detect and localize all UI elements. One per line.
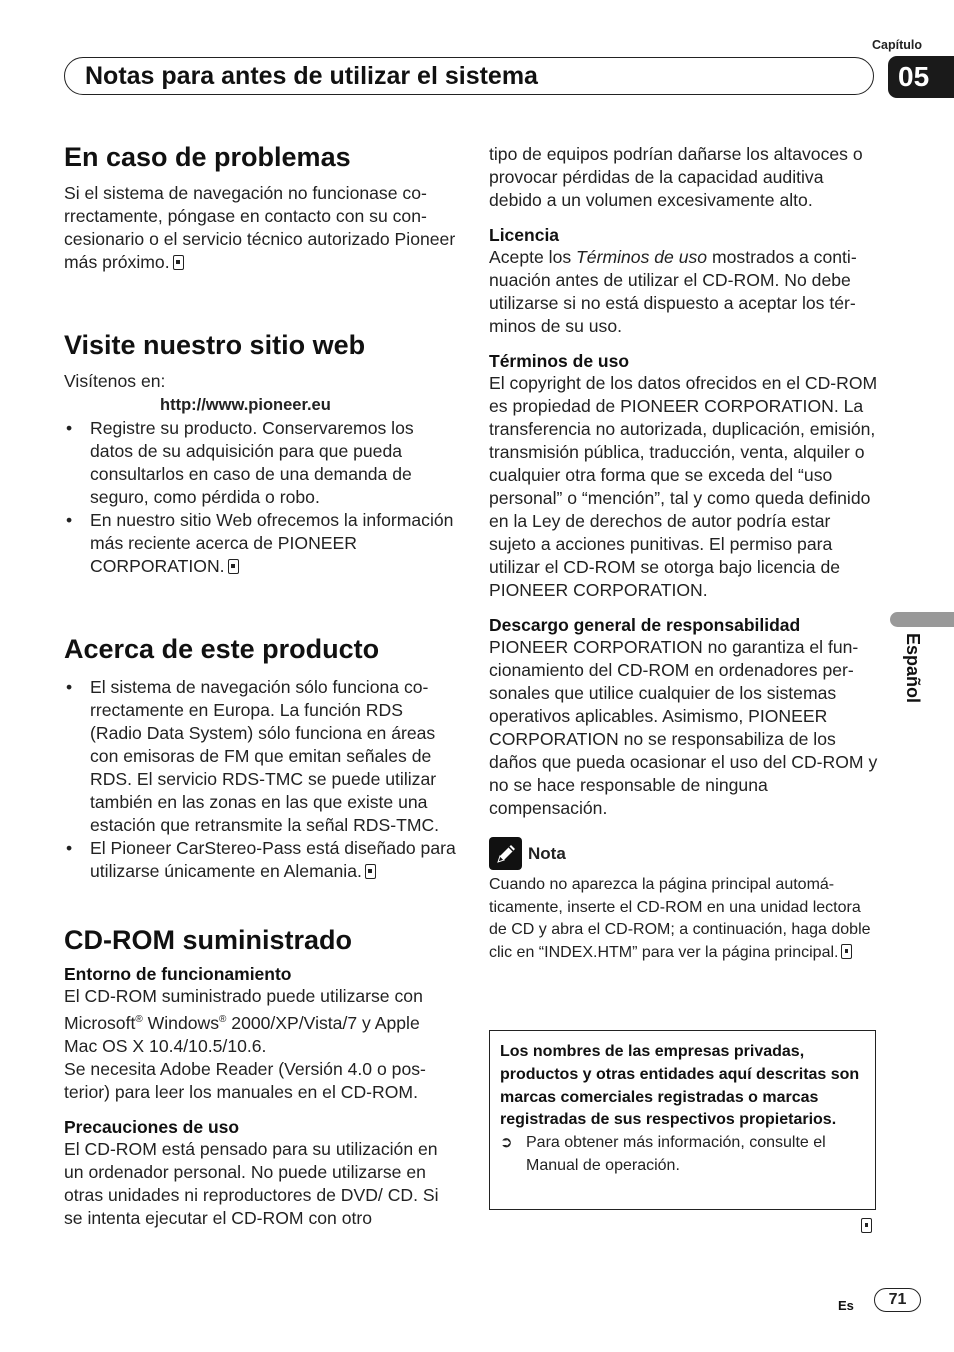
paragraph-web-intro: Visítenos en: <box>64 371 166 391</box>
producto-bullet-list <box>64 676 456 883</box>
paragraph-terminos: El copyright de los datos ofrecidos en el CD-ROM es propiedad de PIONEER CORPORATION. La transferencia no autorizada, duplicación, emisión, transmisión pública, traducción, venta, alquiler o cualquier otra forma que se exceda del “uso personal” o “mención”, tal y como queda definido en la Ley de derechos de autor podría estar sujeto a acciones punitivas. El permiso para utilizar el CD-ROM se otorga bajo licencia de PIONEER CORPORATION. <box>489 373 878 600</box>
heading-problemas: En caso de problemas <box>64 142 351 172</box>
subheading-entorno: Entorno de funcionamiento <box>64 964 292 984</box>
subheading-precauciones: Precauciones de uso <box>64 1116 240 1137</box>
list-item: • Registre su producto. Conservaremos los datos de su adquisición para que pueda consultarlos en caso de una demanda de seguro, como pérdida o robo. <box>66 418 414 507</box>
end-mark-container <box>858 1218 872 1236</box>
end-mark-icon <box>365 864 376 879</box>
side-language-tab <box>897 633 929 723</box>
paragraph-entorno-1: El CD-ROM suministrado puede utilizarse con Microsoft® Windows® 2000/XP/Vista/7 y Apple Mac OS X 10.4/10.5/10.6. <box>64 986 423 1056</box>
list-item: ➲ Para obtener más información, consulte el Manual de operación. <box>500 1134 826 1174</box>
paragraph-precauciones: El CD-ROM está pensado para su utilización en un ordenador personal. No puede utilizarse en otras unidades ni reproductores de DVD/ CD. Si se intenta ejecutar el CD-ROM con otro <box>64 1138 439 1228</box>
list-item: • En nuestro sitio Web ofrecemos la información más reciente acerca de PIONEER CORPORATION. <box>66 510 454 576</box>
left-column <box>64 140 456 1230</box>
paragraph-precauciones-cont: tipo de equipos podrían dañarse los altavoces o provocar pérdidas de la capacidad auditiva debido a un volumen excesivamente alto. <box>489 144 863 210</box>
end-mark-icon <box>173 255 184 270</box>
subheading-licencia: Licencia <box>489 225 560 245</box>
page-title: Notas para antes de utilizar el sistema <box>85 62 538 90</box>
list-item: • El Pioneer CarStereo-Pass está diseñado para utilizarse únicamente en Alemania. <box>66 838 456 881</box>
footer-language: Es <box>838 1298 854 1313</box>
end-mark-icon <box>861 1218 872 1233</box>
web-bullet-list <box>64 417 456 578</box>
header-bar <box>64 57 874 95</box>
paragraph-problemas: Si el sistema de navegación no funcionase correctamente, póngase en contacto con su concesionario o el servicio técnico autorizado Pioneer más próximo. <box>64 183 456 272</box>
page-number: 71 <box>874 1288 921 1312</box>
subheading-descargo: Descargo general de responsabilidad <box>489 615 801 635</box>
trademark-text: Los nombres de las empresas privadas, productos y otras entidades aquí descritas son marcas comerciales registradas o marcas registradas de sus respectivos propietarios. <box>500 1043 860 1129</box>
side-tab-marker <box>890 612 954 627</box>
right-column <box>489 143 879 964</box>
note-label: Nota <box>528 843 566 863</box>
end-mark-icon <box>228 559 239 574</box>
arrow-right-icon: ➲ <box>500 1134 513 1152</box>
note-header <box>489 836 879 870</box>
paragraph-entorno-2: Se necesita Adobe Reader (Versión 4.0 o posterior) para leer los manuales en el CD-ROM. <box>64 1058 426 1102</box>
subheading-terminos: Términos de uso <box>489 351 630 371</box>
paragraph-descargo: PIONEER CORPORATION no garantiza el funcionamiento del CD-ROM en ordenadores personales que utilice cualquier de los sistemas operativos aplicables. Asimismo, PIONEER CORPORATION no se responsabiliza de los daños que pueda ocasionar el uso del CD-ROM y no se hace responsable de ninguna compensación. <box>489 637 878 818</box>
chapter-label: Capítulo <box>872 38 922 52</box>
trademark-box <box>489 1030 876 1210</box>
website-link[interactable]: http://www.pioneer.eu <box>160 396 331 414</box>
heading-web: Visite nuestro sitio web <box>64 330 366 360</box>
note-text: Cuando no aparezca la página principal automáticamente, inserte el CD-ROM en una unidad lectora de CD y abra el CD-ROM; a continuación, haga doble clic en “INDEX.HTM” para ver la página principal. <box>489 876 871 961</box>
note-pencil-icon <box>489 837 522 870</box>
side-language-label: Español <box>903 633 923 704</box>
list-item: • El sistema de navegación sólo funciona correctamente en Europa. La función RDS (Radio Data System) sólo funciona en áreas con emisoras de FM que emitan señales de RDS. El servicio RDS-TMC se puede utilizar también en las zonas en las que existe una estación que retransmite la señal RDS-TMC. <box>66 677 440 835</box>
heading-producto: Acerca de este producto <box>64 634 380 664</box>
heading-cdrom: CD-ROM suministrado <box>64 925 353 955</box>
end-mark-icon <box>841 944 852 959</box>
chapter-number: 05 <box>888 56 954 98</box>
paragraph-licencia: Acepte los Términos de uso mostrados a continuación antes de utilizar el CD-ROM. No debe utilizarse si no está dispuesto a aceptar los términos de su uso. <box>489 247 857 336</box>
